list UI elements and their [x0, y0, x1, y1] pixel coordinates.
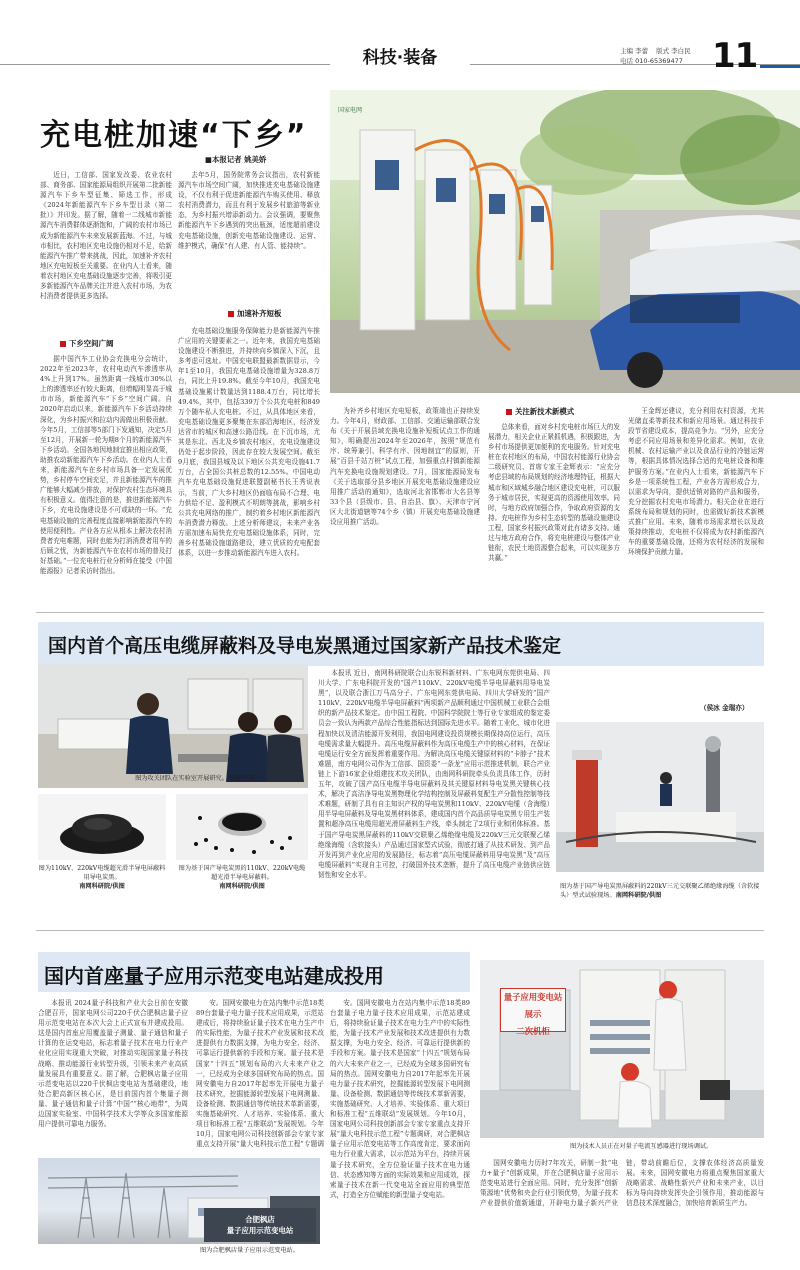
article3-col2-left: 安。国网安徽电力在站内集中示范18类89台套量子电力量子技术应用成果，示范站建成后，将持续验证量子技术在电力生产中的实际性能，为量子技术产业发展和技术改进提供有力数据支撑，为电力安全、经济、可靠运行提供新的手段和方案。量子技术是国家“十四五”规划布局的六大未来产业之一，已经成为全球多国研究布局的热点。国网安徽电力自2017年起率先开展电力量子技术研究，挖掘能源转型发展下电网测量、设备检测、数据通信等传统技术革新需要，实施基础研究、人才培养、实验体系、重大项目和标准工程“五维联动”发展规划。今年10月，国家电网公司科技创新部会专家专家重点支持开展“量大电科技示范工程”专题调 [196, 999, 324, 1148]
article1-sub1-text: 据中国汽车工业协会充换电分会统计，2022年至2023年，农村电动汽车渗透率从4%上升到17%。虽然距离一线城市30%以上的渗透率还有较大距离，但增幅明显高于城市市场，新能源汽车“下乡”空间广阔。自2020年启动以来，新能源汽车下乡活动持续深化，为乡村振兴和拉动内需做出积极贡献。今年5月，工信部等5部门下发通知，决定5月至12月，开展新一轮为期8个月的新能源汽车下乡活动。全国各地因地制宜推出相应政策，助推农动新能源汽车下乡活动。在业内人士看来，新能源汽车在乡村市场具备一定发展优势，乡村停车空间充足，并且新能源汽车的推广能够大幅减少排放，对保护农村生态环境具有积极意义。值得注意的是，推进新能源汽车下乡，充电设施建设是不可或缺的一环。“充电基础设施的完善程度直接影响新能源汽车的使用便利性。产业各方应从根本上解决农村消费者充电难题，同时也能为打消消费者用车的后顾之忧，为新能源汽车在农村市场的普及打好基础。”一位充电桩行业分析师在接受《中国能源报》记者采访时指出。 [40, 355, 172, 575]
substation-sign: 合肥枫店 量子应用示范变电站 [204, 1208, 316, 1242]
editor-name: 主编 李蕾 [620, 47, 649, 55]
divider-2 [36, 930, 764, 931]
article1-subhead-1: 下乡空间广阔 [60, 338, 113, 349]
article3-col3: 国网安徽电力历时7年攻关，研制一批“电力+量子”创新成果，并在合肥枫店量子应用示范变电站进行全面应用。同时，充分发挥“创新策源地”优势和央企行业引领优势，为量子技术产业提供价值新通道，开辟电力量子新兴产业链，带动前瞻后位，支撑农体经济高质量发展。未来，国网安徽电力将重点聚焦国家重大战略需求、战略性新兴产业和未来产业，以目标为导向持续发挥央企引领作用，推动能源与信息技术深度融合，加快培育新质生产力。 [480, 1159, 764, 1208]
page-number: 11 [712, 36, 758, 76]
article3-caption-2: 图为技术人员正在对量子电流互感器进行现场调试。 [570, 1143, 713, 1150]
article1-col3: 为补齐乡村地区充电短板，政策端也正持续发力。今年4月，财政部、工信部、交通运输部联合发布《关于开展县域充换电设施补短板试点工作的通知》，明确提出2024年至2026年，按照“规范有序、统筹兼引、科学有序、因地制宜”的原则，开展“百县千站万桩”试点工程，加强重点村镇新能源汽车充换电设施规划建设。7月，国家能源局发布《关于选取部分县乡地区开展充电基础设施建设应用推广活动的通知》，选取河北省邯郸市大名县等33个县（县级市、县、自治县、旗）、天津市宁河区大北街道辖等74个乡（镇）开展充电基础设施建设应用推广活动。 [330, 407, 480, 527]
carbon-black-photo [38, 794, 166, 860]
cable-test-site-photo [556, 722, 764, 872]
article1-byline: ■本报记者 姚美娇 [205, 155, 267, 164]
article2-caption-1: 图为攻关团队在实验室开展研究。许超宇/摄 [135, 775, 255, 782]
lab-illustration [38, 664, 308, 788]
header-meta [620, 46, 708, 66]
article1-sub3-text: 总体来看，面对乡村充电桩市场巨大的发展潜力，相关企业正紧抓机遇，积极跟进，为乡村市场提供更加便利的充电服务。针对充电桩在农村地区的布局，中国农村能源行业协会二级研究员、首席专家王金辉表示：“应充分考虑县域的布局规划的经济地理特征，根据大城市和区域城乡融合地区建设充电桩，可以服务于城市居民，实现更高的资源使用效率。同时，与地方政府加强合作，争取政府资源的支持。充电桩作为乡村生态转型的基础设施建设工程，国家乡村振兴政策对此有诸多支持。通过与地方政府合作，将充电桩建设与整体产业链衔，农民土地资源整合起来，可以实现多方共赢。” [488, 423, 620, 563]
article-quantum-substation [0, 934, 800, 1270]
section-title: 科技·装备 [362, 48, 438, 68]
article1-col5: 王金辉还建议，充分利用农村资源，尤其光储直柔等新技术和新应用场景。通过科技手段节省建设成本，提高竞争力。“另外，应充分考虑不同应用场景和差异化需求。例如，农业机械、农村运输产业以及食品行业的冷链运营等，根据具体情况选择合适的充电桩设备和维护服务方案。”在业内人士看来，新能源汽车下乡是一项系统性工程，产业各方需形成合力，以需求为导向，提供适销对路的产品和服务，充分挖掘农村充电市场潜力。相关企业在进行系统布局和规划的同时，也需做好新技术新模式推广应用。未来，随着市场需求增长以及政策持续推动，充电桩不仅将成为农村新能源汽车的重要基础设施，还将为农村经济的发展和环境保护贡献力量。 [628, 407, 764, 557]
pellets-illustration [176, 794, 308, 860]
article2-signature: （侯冰 金瑞亦） [700, 704, 749, 712]
subhead-marker [60, 341, 66, 347]
article1-subhead-2: 加速补齐短板 [228, 308, 281, 319]
article1-title: 充电桩加速“下乡” [40, 118, 308, 153]
article2-caption-4: 图为基于国产导电炭黑屏蔽料的220kV三元交联聚乙烯绝缘海缆（含软接头）型式试验现场。南网科研院/供图 [560, 883, 760, 899]
subhead-marker [228, 311, 234, 317]
article1-sub2-text: 充电基础设施服务保障能力是新能源汽车推广应用的关键要素之一。近年来，我国充电基础设施建设不断推进，并持续向乡镇深入下沉，且多考虑可选址。中国充电联盟最新数据显示，今年1至10月，我国充电基础设施增量为328.8万台，同比上升19.8%。截至今年10月，我国充电基础设施累计数量达到1188.4万台，同比增长49.4%，其中，包括339万个公共充电桩和849万个随车私人充电桩。不过，从具体地区来看，充电基础设施更多聚集在东部沿海地区，经济发达省市的城区和高速公路沿线。在下沉市场，尤其是东北、西北及乡镇农村地区，充电设施建设仍处于起步阶段，因此存在较大发展空间。截至9月底，我国县城及以下地区公共充电设施41.7万台，占全国公共桩总数的12.55%。中国电动汽车充电基础设施促进联盟副秘书长王秀说表示，当前，广大乡村地区仍面临布局不合理、电力供给不足、盈利模式不明朗等挑战，影响乡村公共充电网络的推广，制约着乡村地区新能源汽车消费潜力释放。上述分析师建议，未来产业各方需加速布局快充充电基础设施体系，同时，完善乡村基础设施道路建设，建立优质的充电配套体系，以进一步推动新能源汽车进入农村。 [178, 327, 320, 558]
article-charging-piles [0, 86, 800, 616]
charging-station-photo [330, 90, 800, 393]
lab-research-photo [38, 664, 308, 788]
technician-illustration [480, 960, 764, 1138]
header-rule-left [0, 64, 330, 65]
shielding-pellets-photo [176, 794, 308, 860]
charging-station-illustration [330, 90, 800, 393]
article3-col1: 本报讯 2024量子科技和产业大会日前在安徽合肥召开，国家电网公司220千伏合肥枫店量子应用示范变电站在本次大会上正式宣布并建成投用。这是国内首座应用覆盖量子测量、量子通信和量子计算的在运变电站，标志着量子技术在电力行业产业化应用实现重大突破，对推动实现国家量子科技战略、推动能源行业转型升级，引领未来产业高质量发展具有重要意义。据了解，合肥枫店量子应用示范变电站以220千伏枫店变电站为基础建设，地处合肥高新区核心区，是目前国内首个集量子测量、量子通信和量子计算“中国”“核心地带”，为周边国家实验室、中国科学技术大学等众多国家能源用户提供可靠电力服务。 [38, 999, 188, 1129]
divider-1 [36, 612, 764, 613]
test-site-illustration [556, 722, 764, 872]
designer-name: 版式 李白民 [656, 47, 691, 55]
phone-number: 电话 010-65369477 [620, 57, 683, 65]
article2-caption-3: 图为基于国产导电炭黑的110kV、220kV电缆超光滑半导电屏蔽料。 南网科研院/供图 [178, 865, 306, 890]
carbon-black-illustration [38, 794, 166, 860]
article2-caption-2: 图为110kV、220kV电缆超光滑半导电屏蔽料用导电炭黑。 南网科研院/供图 [38, 865, 166, 890]
article3-caption-1: 图为合肥枫店量子应用示范变电站。 [200, 1247, 299, 1254]
page-number-bar [760, 65, 800, 68]
article2-title: 国内首个高压电缆屏蔽料及导电炭黑通过国家新产品技术鉴定 [48, 635, 562, 657]
article1-intro: 近日，工信部、国家发改委、农业农村部、商务部、国家能源局组织开展第二批新能源汽车下乡车型征集、筛选工作，形成《2024年新能源汽车下乡车型目录（第二批）》并印发。据了解，随着一二线城市新能源汽车消费群体逐渐饱和，广阔的农村市场已成为新能源汽车未来发展新蓝海。不过，与城市相比，农村地区充电设施仍相对不足，给新能源汽车推广带来挑战，因此，加速补齐农村地区充电短板至关重要。在业内人士看来，随着农村地区充电基础设施逐步完善，将吸引更多新能源汽车品牌关注并进入农村市场，为农村消费者提供更多选择。 [40, 171, 172, 301]
page-header [0, 0, 800, 86]
article3-title: 国内首座量子应用示范变电站建成投用 [44, 964, 384, 988]
article2-body: 本报讯 近日，南网科研院联合山东锐科新材料、广东电网东莞供电局、四川大学、广东电科院开发的“国产110kV、220kV电缆半导电屏蔽料用导电炭黑”，以及联合浙江万马高分子、广东电网东莞供电局、四川大学研发的“国产110kV、220kV电缆半导电屏蔽料”两项新产品顺利通过中国机械工业联合会组织的新产品技术鉴定。由中国工程院、中国科学院院士等行业专家组成的鉴定委员会一致认为两款产品综合性能指标达到国际先进水平。随着工业化、城市化进程加快以及清洁能源开发利用，我国电网建设投资规模长期保持高位运行，高压电缆需求量大幅提升。高压电缆屏蔽料作为高压电缆生产中的核心材料，在保证电缆运行安全方面发挥着重要作用。为解决高压电缆关键原材料的“卡脖子”技术难题，南方电网公司作为工信部、国资委“一条龙”应用示范推进机制，联合产业链上下游16家企业组建技术攻关团队，由南网科研院牵头负责具体工作，历时五年，攻破了国产高压电缆半导电屏蔽料及其关键原材料导电炭黑关键核心技术，解决了高洁净导电炭黑物理化学结构控制及屏蔽料复配生产分散性控制等技术难题，研制了具有自主知识产权的导电炭黑和110kV、220kV电缆（含海缆）用半导电屏蔽料及导电炭黑材料体系，建成国内首个高品质导电炭黑专用生产装置和超净高压电缆用超光滑屏蔽料生产线，牵头制定了2项行业和团体标准。基于国产导电炭黑屏蔽料的110kV交联聚乙烯绝缘电缆及220kV三元交联聚乙烯绝缘海缆（含软接头）产品通过国家型式试验，彻底打通了从技术研发、到产品开发再到产业化应用的发展路径，标志着“高压电缆屏蔽料用导电炭黑”及“高压电缆屏蔽料”实现自主可控，打破国外技术垄断，提升了高压电缆产业链供应链韧性和安全水平。 [318, 669, 550, 879]
subhead-marker [506, 409, 512, 415]
article1-subhead-3: 关注新技术新模式 [506, 406, 574, 417]
quantum-technician-photo [480, 960, 764, 1138]
article3-col2: 安。国网安徽电力在站内集中示范18类89台套量子电力量子技术应用成果，示范站建成后，将持续验证量子技术在电力生产中的实际性能，为量子技术产业发展和技术改进提供有力数据支撑，为电力安全、经济、可靠运行提供新的手段和方案。量子技术是国家“十四五”规划布局的六大未来产业之一，已经成为全球多国研究布局的热点。国网安徽电力自2017年起率先开展电力量子技术研究，挖掘能源转型发展下电网测量、设备检测、数据通信等传统技术革新需要，实施基础研究、人才培养、实验体系、重大项目和标准工程“五维联动”发展规划。今年10月，国家电网公司科技创新部会专家专家重点支持开展“量大电科技示范工程”专题调研，对合肥枫店量子应用示范变电站等工作高度肯定，要求面向电力行业重大需求，以示范站为平台，持续开展量子技术研究，全方位验证量子技术在电力通信、状态感知等方面的实际效果和应用成效，探索量子技术在新一代变电站全面应用的典型范式，打造全方位赋能的新型量子变电站。 [330, 999, 470, 1199]
cabinet-banner: 量子应用变电站展示 二次机柜 [500, 988, 566, 1032]
article-cable-shielding [0, 616, 800, 926]
svg-text:国家电网: 国家电网 [338, 107, 363, 114]
article1-col2: 去年5月，国务院常务会议指出，农村新能源汽车市场空间广阔，加快推进充电基础设施建设，不仅有利于促进新能源汽车购买使用、释放农村消费潜力，而且有利于发展乡村旅游等新业态，为乡村振兴增添新动力。会议强调，要聚焦新能源汽车下乡遇到的突出瓶颈，适度超前建设充电基础设施，创新充电基础设施建设、运营、维护模式，确保“有人建、有人管、能持续”。 [178, 171, 320, 250]
